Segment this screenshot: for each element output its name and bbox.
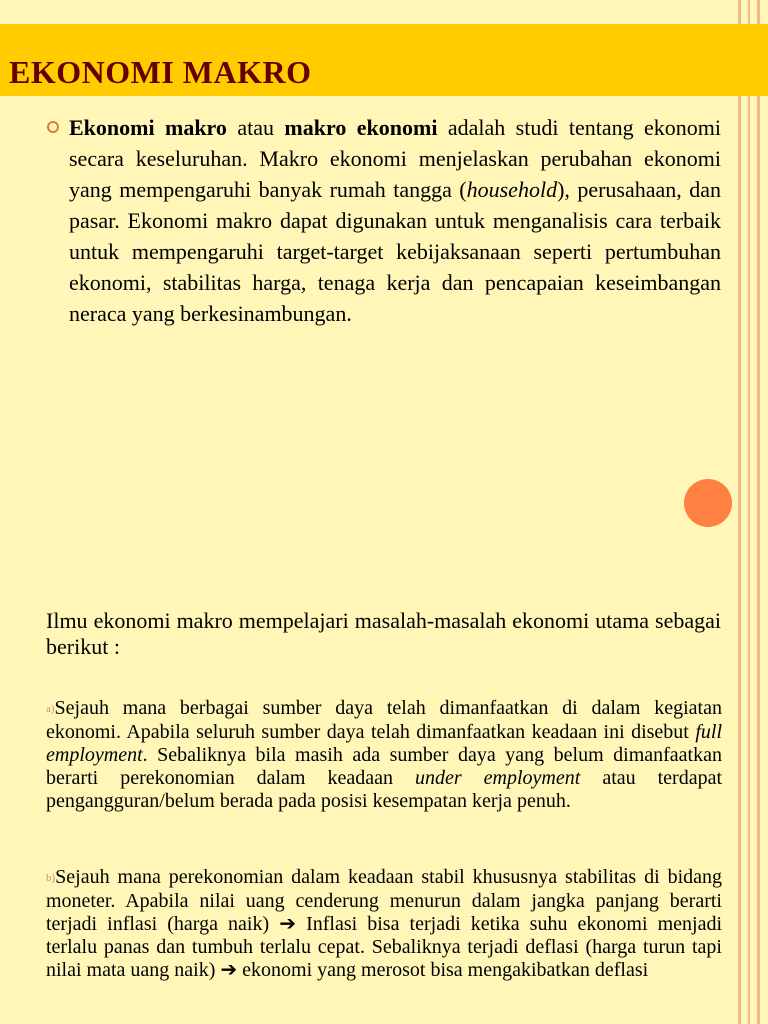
item-text: Inflasi bisa terjadi ketika suhu ekonomi menjadi terlalu panas dan tumbuh terlalu cepat. Sebaliknya terjadi deflasi (harga turun tapi nilai mata uang naik) xyxy=(46,913,723,981)
item-text: atau terdapat pengangguran/belum berada pada posisi kesempatan kerja penuh. xyxy=(46,767,723,812)
border-stripe xyxy=(748,0,750,1024)
list-item xyxy=(46,866,722,982)
term-ekonomi-makro: Ekonomi makro xyxy=(69,115,227,140)
definition-text: adalah studi tentang ekonomi secara keseluruhan. Makro ekonomi menjelaskan perubahan ekonomi yang mempengaruhi banyak rumah tangga ( xyxy=(69,115,722,202)
item-text: . Sebaliknya bila masih ada sumber daya yang belum dimanfaatkan berarti perekonomian dalam keadaan xyxy=(46,744,722,789)
list-item xyxy=(46,697,722,813)
arrow-icon: ➔ xyxy=(279,913,296,935)
term-makro-ekonomi: makro ekonomi xyxy=(284,115,438,140)
item-marker: b) xyxy=(46,872,56,884)
border-stripe xyxy=(738,0,741,1024)
definition-paragraph xyxy=(69,112,721,329)
slide-title: EKONOMI MAKRO xyxy=(9,54,312,90)
decorative-circle xyxy=(684,479,732,527)
item-marker: a) xyxy=(46,703,55,715)
household-term: household xyxy=(466,177,558,202)
bullet-circle-icon xyxy=(47,121,59,133)
item-italic: under employment xyxy=(415,767,581,789)
item-italic: full employment xyxy=(46,721,722,766)
item-text: Sejauh mana berbagai sumber daya telah dimanfaatkan di dalam kegiatan ekonomi. Apabila seluruh sumber daya telah dimanfaatkan keadaan ini disebut xyxy=(46,697,722,743)
connector-text: atau xyxy=(237,115,274,140)
item-text: Sejauh mana perekonomian dalam keadaan stabil khususnya stabilitas di bidang moneter. Apabila nilai uang cenderung menurun dalam jangka panjang berarti terjadi inflasi (harga naik) xyxy=(46,866,722,935)
border-stripe xyxy=(757,0,760,1024)
intro-paragraph: Ilmu ekonomi makro mempelajari masalah-masalah ekonomi utama sebagai berikut : xyxy=(46,608,721,659)
arrow-icon: ➔ xyxy=(220,959,238,981)
definition-text-end: ), perusahaan, dan pasar. Ekonomi makro dapat digunakan untuk menganalisis cara terbaik untuk mempengaruhi target-target kebijaksanaan seperti pertumbuhan ekonomi, stabilitas harga, tenaga kerja dan pencapaian keseimbangan neraca yang berkesinambungan. xyxy=(69,177,721,326)
item-text: ekonomi yang merosot bisa mengakibatkan deflasi xyxy=(242,959,649,981)
